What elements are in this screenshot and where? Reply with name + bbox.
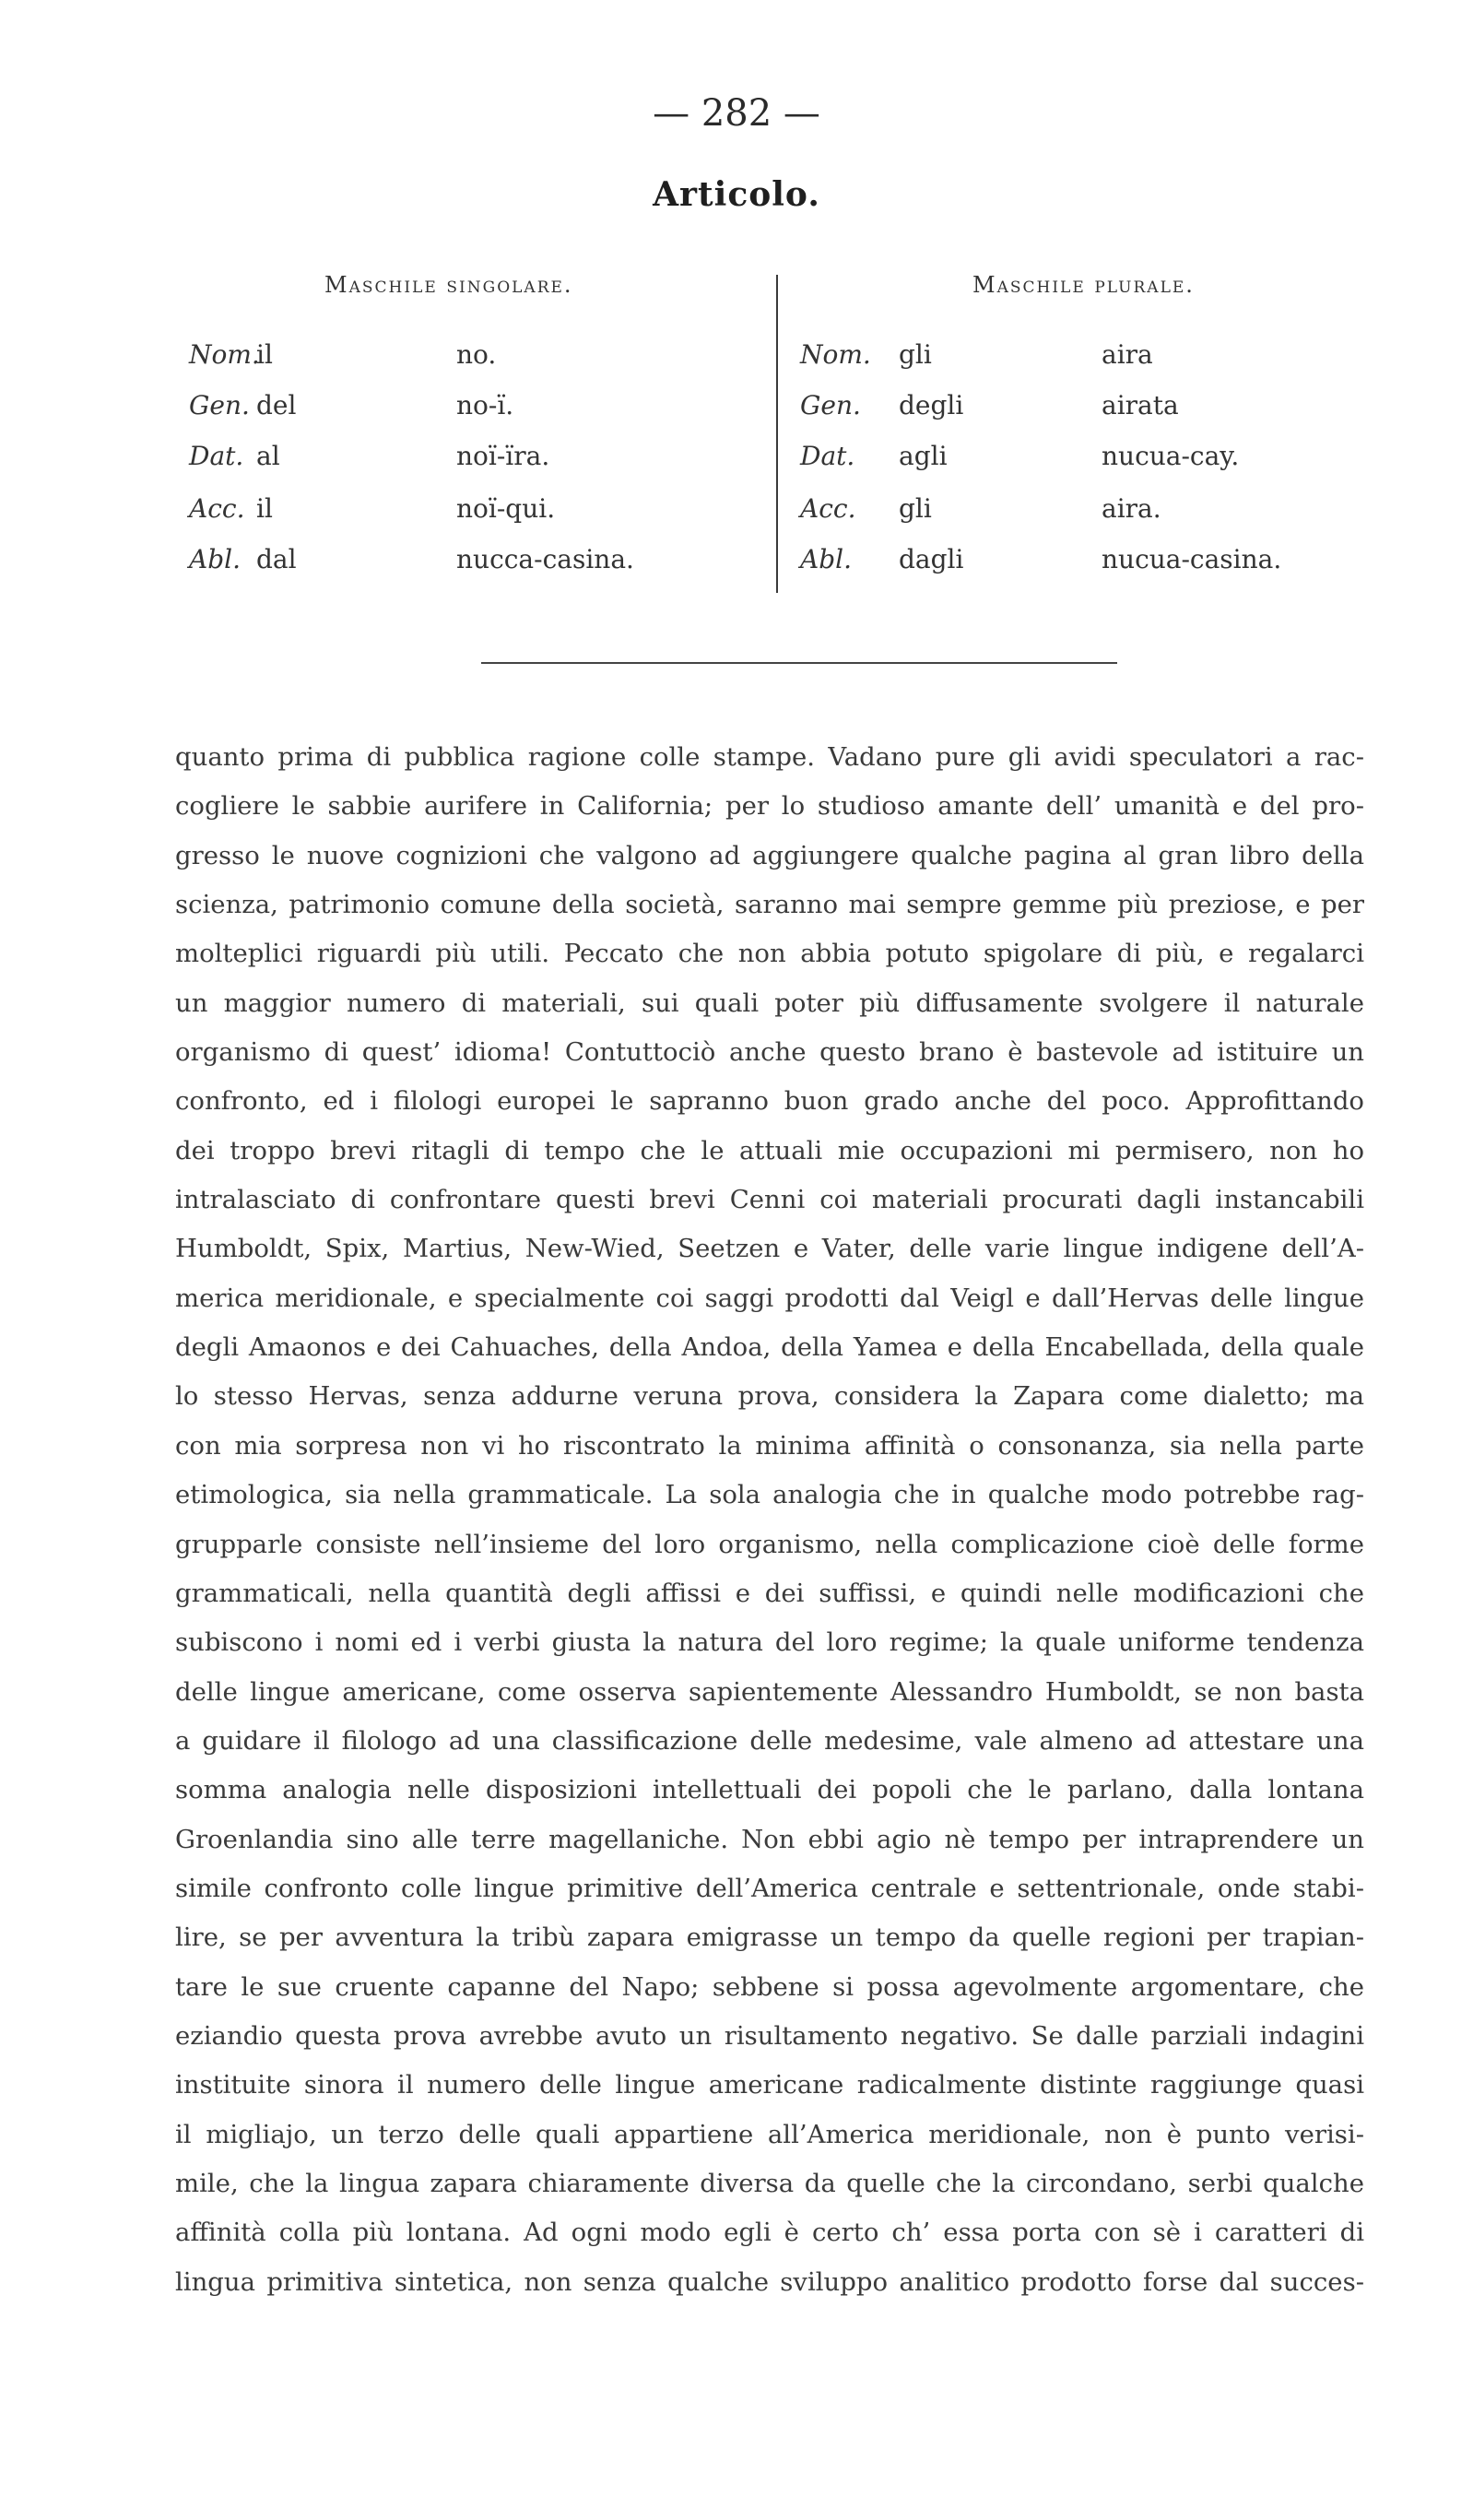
text-line: con mia sorpresa non vi ho riscontrato la minima affinità o consonanza, sia nella parte bbox=[175, 1430, 1364, 1461]
page-number: — 282 — bbox=[653, 92, 820, 135]
text-line: un maggior numero di materiali, sui quali poter più diffusamente svolgere il naturale bbox=[175, 988, 1364, 1018]
italian-article: il bbox=[256, 339, 273, 370]
case-label: Nom. bbox=[189, 339, 260, 370]
italian-article: al bbox=[256, 441, 280, 471]
italian-article: degli bbox=[899, 390, 964, 420]
text-line: quanto prima di pubblica ragione colle stampe. Vadano pure gli avidi speculatori a rac- bbox=[175, 742, 1364, 772]
text-line: etimologica, sia nella grammaticale. La sola analogia che in qualche modo potrebbe rag- bbox=[175, 1480, 1364, 1510]
case-label: Acc. bbox=[800, 493, 856, 524]
case-label: Acc. bbox=[189, 493, 245, 524]
text-line: simile confronto colle lingue primitive dell’America centrale e settentrionale, onde stabi- bbox=[175, 1873, 1364, 1903]
text-line: Groenlandia sino alle terre magellaniche. Non ebbi agio nè tempo per intraprendere un bbox=[175, 1824, 1364, 1854]
zapara-form: aira. bbox=[1102, 493, 1161, 524]
text-line: delle lingue americane, come osserva sapientemente Alessandro Humboldt, se non basta bbox=[175, 1676, 1364, 1707]
italian-article: agli bbox=[899, 441, 948, 471]
text-line: confronto, ed i filologi europei le sapranno buon grado anche del poco. Approfittando bbox=[175, 1086, 1364, 1117]
text-line: degli Amaonos e dei Cahuaches, della Andoa, della Yamea e della Encabellada, della quale bbox=[175, 1332, 1364, 1363]
text-line: affinità colla più lontana. Ad ogni modo egli è certo ch’ essa porta con sè i caratteri di bbox=[175, 2218, 1364, 2248]
text-line: tare le sue cruente capanne del Napo; sebbene si possa agevolmente argomentare, che bbox=[175, 1971, 1364, 2002]
case-label: Gen. bbox=[800, 390, 861, 420]
text-line: subiscono i nomi ed i verbi giusta la natura del loro regime; la quale uniforme tendenza bbox=[175, 1627, 1364, 1658]
zapara-form: nucua-cay. bbox=[1102, 441, 1240, 471]
case-label: Dat. bbox=[800, 441, 855, 471]
section-heading: Articolo. bbox=[653, 175, 820, 214]
horizontal-rule bbox=[481, 662, 1117, 664]
zapara-form: noï-qui. bbox=[456, 493, 556, 524]
zapara-form: noï-ïra. bbox=[456, 441, 550, 471]
text-line: lire, se per avventura la tribù zapara emigrasse un tempo da quelle regioni per trapian- bbox=[175, 1923, 1364, 1953]
zapara-form: nucca-casina. bbox=[456, 544, 634, 574]
italian-article: dagli bbox=[899, 544, 964, 574]
text-line: il migliajo, un terzo delle quali appartiene all’America meridionale, non è punto verisi- bbox=[175, 2119, 1364, 2149]
text-line: Humboldt, Spix, Martius, New-Wied, Seetzen e Vater, delle varie lingue indigene dell’A- bbox=[175, 1234, 1364, 1264]
case-label: Abl. bbox=[189, 544, 241, 574]
text-line: mile, che la lingua zapara chiaramente diversa da quelle che la circondano, serbi qualche bbox=[175, 2168, 1364, 2198]
text-line: lo stesso Hervas, senza addurne veruna prova, considera la Zapara come dialetto; ma bbox=[175, 1381, 1364, 1412]
zapara-form: airata bbox=[1102, 390, 1179, 420]
singular-column-title: Maschile singolare. bbox=[324, 272, 573, 298]
text-line: gresso le nuove cognizioni che valgono ad aggiungere qualche pagina al gran libro della bbox=[175, 840, 1364, 870]
text-line: grupparle consiste nell’insieme del loro organismo, nella complicazione cioè delle forme bbox=[175, 1529, 1364, 1559]
text-line: merica meridionale, e specialmente coi saggi prodotti dal Veigl e dall’Hervas delle lingue bbox=[175, 1283, 1364, 1313]
case-label: Abl. bbox=[800, 544, 852, 574]
case-label: Dat. bbox=[189, 441, 244, 471]
text-line: cogliere le sabbie aurifere in California; per lo studioso amante dell’ umanità e del pro- bbox=[175, 791, 1364, 822]
zapara-form: aira bbox=[1102, 339, 1153, 370]
text-line: grammaticali, nella quantità degli affissi e dei suffissi, e quindi nelle modificazioni che bbox=[175, 1578, 1364, 1608]
text-line: eziandio questa prova avrebbe avuto un risultamento negativo. Se dalle parziali indagini bbox=[175, 2020, 1364, 2051]
column-divider bbox=[776, 275, 778, 593]
text-line: intralasciato di confrontare questi brevi Cenni coi materiali procurati dagli instancabili bbox=[175, 1185, 1364, 1215]
body-paragraph bbox=[175, 733, 1364, 2307]
text-line: organismo di quest’ idioma! Contuttociò anche questo brano è bastevole ad istituire un bbox=[175, 1037, 1364, 1068]
text-line: molteplici riguardi più utili. Peccato che non abbia potuto spigolare di più, e regalarci bbox=[175, 939, 1364, 969]
zapara-form: no. bbox=[456, 339, 497, 370]
zapara-form: nucua-casina. bbox=[1102, 544, 1282, 574]
case-label: Nom. bbox=[800, 339, 871, 370]
italian-article: gli bbox=[899, 493, 932, 524]
italian-article: il bbox=[256, 493, 273, 524]
plural-column-title: Maschile plurale. bbox=[972, 272, 1195, 298]
text-line: lingua primitiva sintetica, non senza qualche sviluppo analitico prodotto forse dal succes- bbox=[175, 2266, 1364, 2297]
text-line: scienza, patrimonio comune della società, saranno mai sempre gemme più preziose, e per bbox=[175, 890, 1364, 920]
case-label: Gen. bbox=[189, 390, 250, 420]
text-line: dei troppo brevi ritagli di tempo che le attuali mie occupazioni mi permisero, non ho bbox=[175, 1135, 1364, 1165]
text-line: instituite sinora il numero delle lingue americane radicalmente distinte raggiunge quasi bbox=[175, 2070, 1364, 2100]
italian-article: dal bbox=[256, 544, 297, 574]
text-line: somma analogia nelle disposizioni intellettuali dei popoli che le parlano, dalla lontana bbox=[175, 1775, 1364, 1805]
italian-article: del bbox=[256, 390, 297, 420]
text-line: a guidare il filologo ad una classificazione delle medesime, vale almeno ad attestare una bbox=[175, 1725, 1364, 1756]
zapara-form: no-ï. bbox=[456, 390, 514, 420]
italian-article: gli bbox=[899, 339, 932, 370]
